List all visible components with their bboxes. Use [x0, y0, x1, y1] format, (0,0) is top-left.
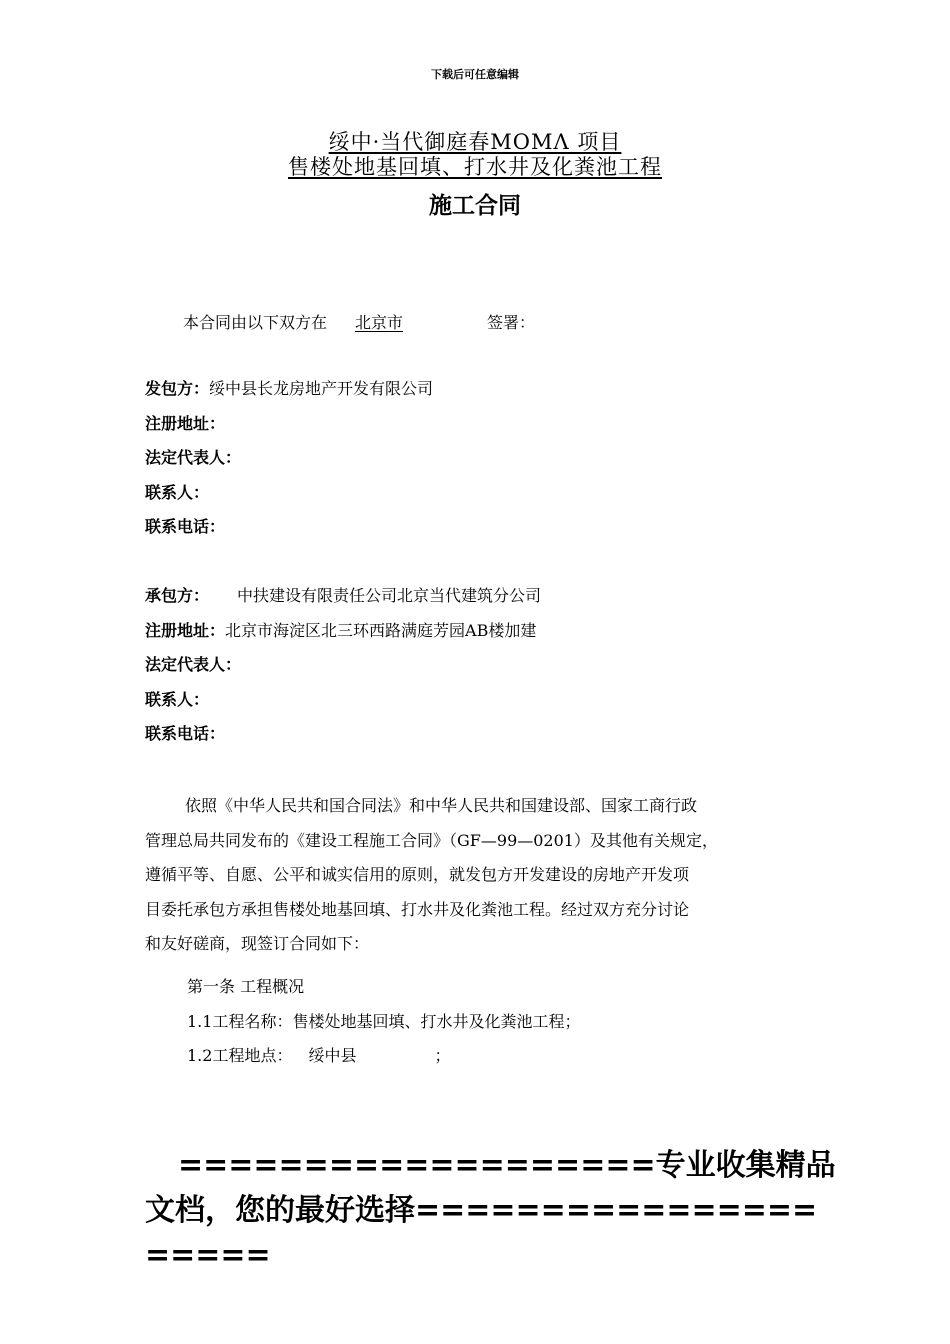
party-a-contact-label: 联系人： — [145, 482, 210, 502]
party-a-rep-label: 法定代表人： — [145, 448, 242, 467]
footer-banner — [145, 1143, 836, 1278]
header-note: 下载后可任意编辑 — [431, 68, 519, 81]
party-b-rep-row — [145, 648, 541, 683]
footer-line: ===== — [145, 1238, 271, 1273]
signing-place: 北京市 — [355, 313, 404, 332]
project-subtitle: 售楼处地基回填、打水井及化粪池工程 — [288, 155, 662, 179]
party-a-block — [145, 372, 433, 545]
party-a-name-row — [145, 372, 433, 407]
intro-after: 签署： — [487, 313, 536, 332]
contract-title: 施工合同 — [429, 193, 521, 219]
preamble-line: 依照《中华人民共和国合同法》和中华人民共和国建设部、国家工商行政 — [185, 796, 698, 815]
clause-1-1: 1.1工程名称：售楼处地基回填、打水井及化粪池工程； — [187, 1011, 581, 1031]
party-a-phone-label: 联系电话： — [145, 517, 226, 536]
party-b-name-row — [145, 579, 541, 614]
article-1-block — [187, 970, 580, 1074]
preamble-paragraph — [145, 789, 805, 962]
preamble-line: 管理总局共同发布的《建设工程施工合同》（GF—99—0201）及其他有关规定， — [145, 830, 718, 850]
party-a-phone-row — [145, 510, 433, 545]
party-b-phone-label: 联系电话： — [145, 724, 226, 743]
preamble-line: 遵循平等、自愿、公平和诚实信用的原则，就发包方开发建设的房地产开发项 — [145, 865, 690, 884]
article-1-heading: 第一条 工程概况 — [187, 977, 305, 996]
intro-line — [183, 310, 535, 333]
preamble-line: 目委托承包方承担售楼处地基回填、打水井及化粪池工程。经过双方充分讨论 — [145, 899, 690, 919]
party-a-contact-row — [145, 476, 433, 511]
party-a-address-label: 注册地址： — [145, 413, 226, 433]
party-b-address-label: 注册地址： — [145, 620, 226, 640]
party-b-name-value: 中扶建设有限责任公司北京当代建筑分公司 — [237, 586, 542, 605]
party-a-rep-row — [145, 441, 433, 476]
party-a-address-row — [145, 407, 433, 442]
party-a-name-label: 发包方： — [145, 379, 210, 398]
party-b-contact-row — [145, 683, 541, 718]
clause-1-2-label: 1.2工程地点： — [187, 1046, 293, 1065]
project-title: 绥中·当代御庭春MOMΛ 项目 — [328, 130, 622, 154]
clause-1-2-end: ； — [434, 1046, 451, 1065]
footer-line: 文档，您的最好选择================ — [145, 1193, 818, 1228]
party-b-address-value: 北京市海淀区北三环西路满庭芳园AB楼加建 — [225, 620, 537, 640]
party-b-rep-label: 法定代表人： — [145, 655, 242, 674]
clause-1-2-value: 绥中县 — [308, 1046, 357, 1065]
party-b-address-row — [145, 614, 541, 649]
intro-before: 本合同由以下双方在 — [183, 313, 328, 332]
clause-1-2 — [187, 1039, 580, 1074]
party-a-name-value: 绥中县长龙房地产开发有限公司 — [209, 379, 434, 398]
footer-line: ===================专业收集精品 — [178, 1148, 836, 1183]
party-b-phone-row — [145, 717, 541, 752]
preamble-line: 和友好磋商，现签订合同如下： — [145, 934, 370, 953]
party-b-name-label: 承包方： — [145, 586, 210, 605]
party-b-block — [145, 579, 541, 752]
party-b-contact-label: 联系人： — [145, 689, 210, 709]
